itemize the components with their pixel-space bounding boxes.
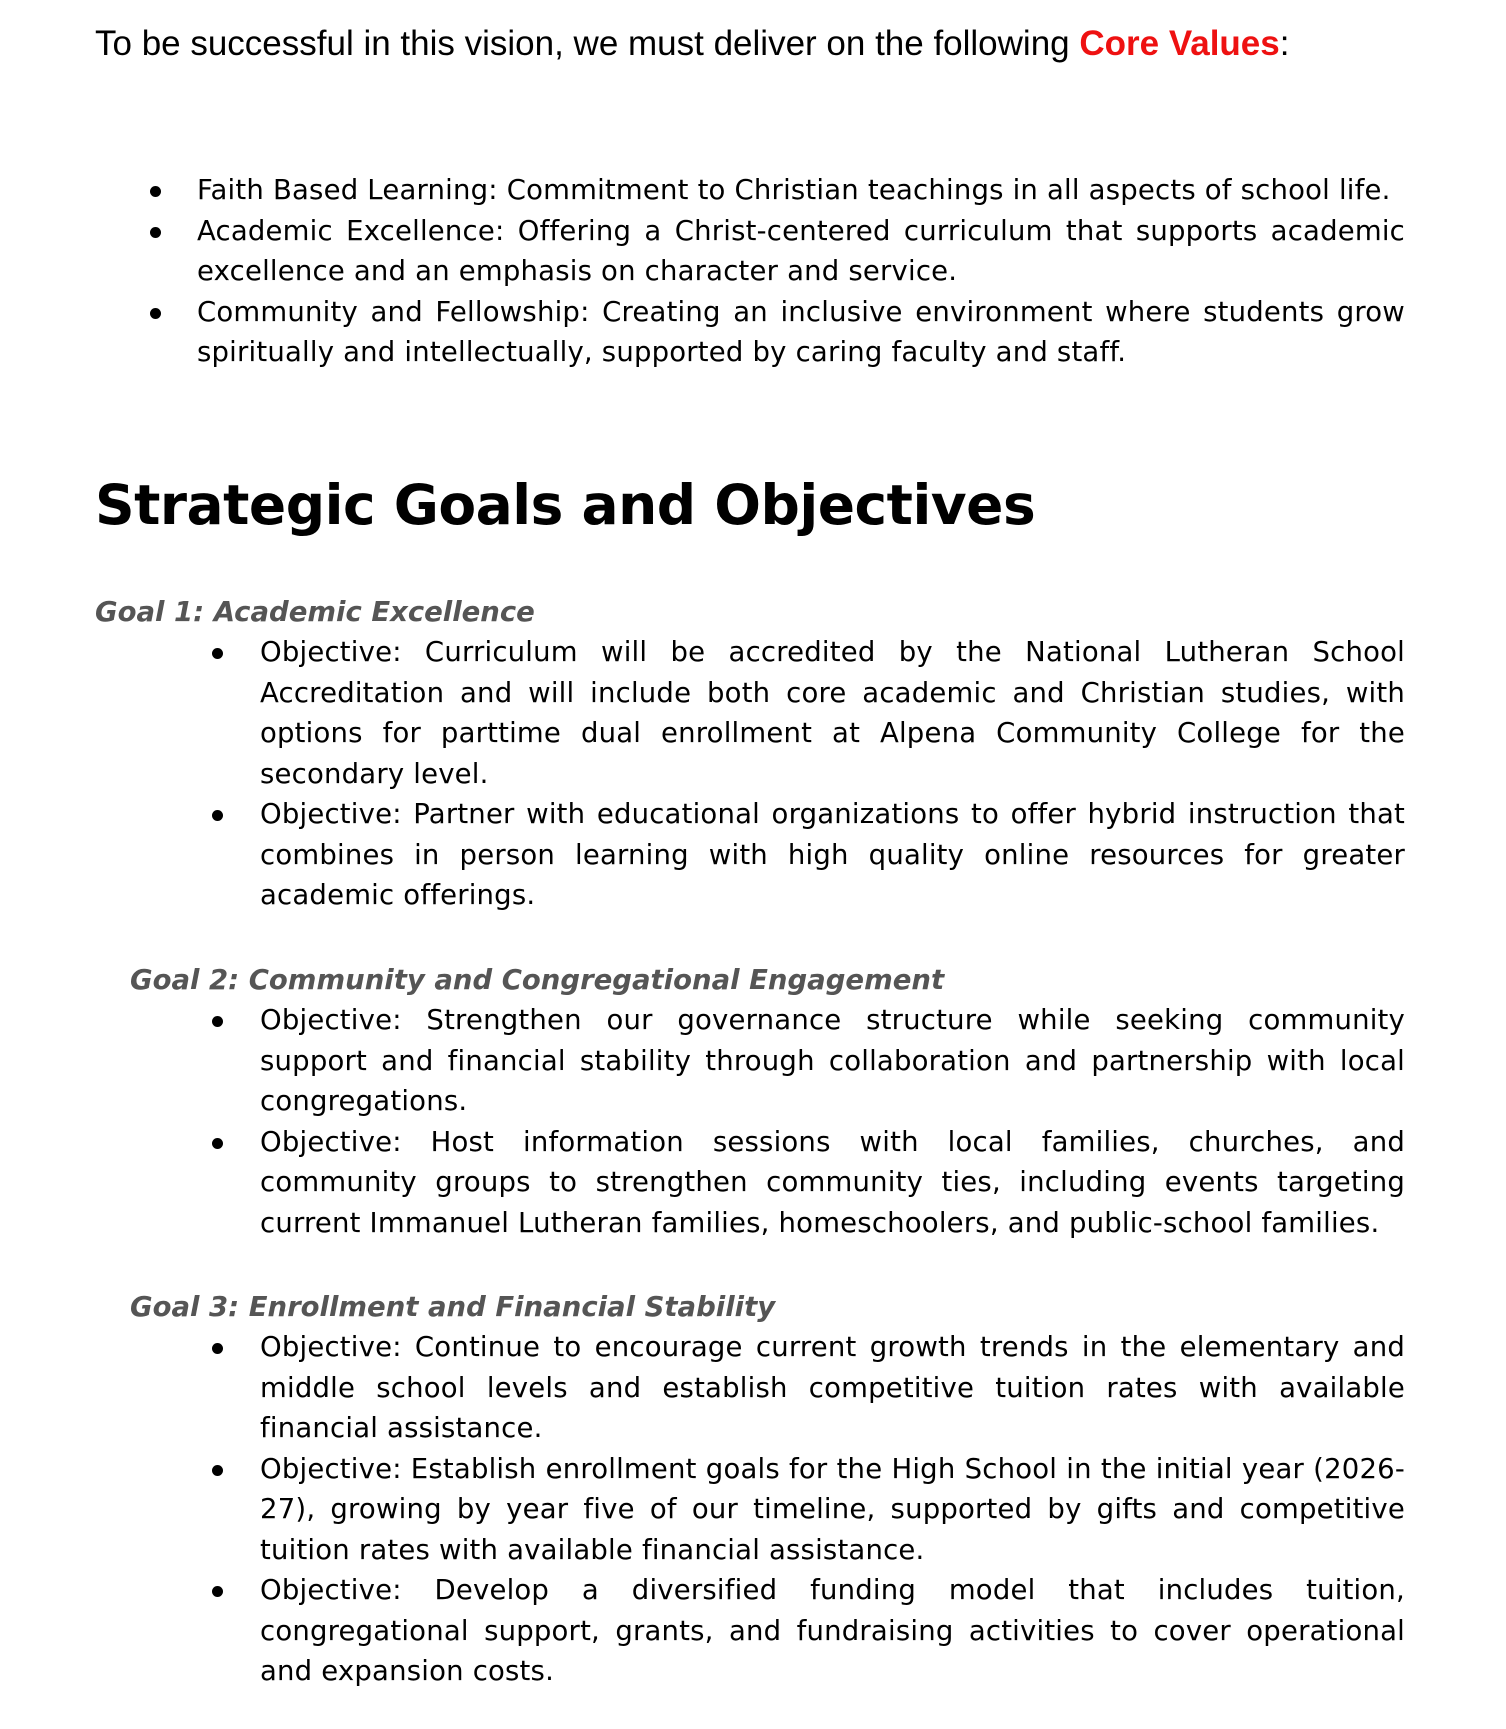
- bullet-icon: [150, 186, 161, 197]
- list-item: [260, 1327, 1405, 1449]
- list-item: [260, 1000, 1405, 1122]
- list-item-text: Objective: Establish enrollment goals for the High School in the initial year (2026-27), growing by year five of our timeline, supported by gifts and competitive tuition rates with available financial assistance.: [260, 1452, 1405, 1566]
- goal-2-objectives: [260, 1000, 1405, 1243]
- list-item-text: Objective: Curriculum will be accredited by the National Lutheran School Accreditation and will include both core academic and Christian studies, with options for parttime dual enrollment at Alpena Community College for the secondary level.: [260, 636, 1405, 790]
- list-item: [260, 1570, 1405, 1692]
- bullet-icon: [212, 1138, 223, 1149]
- list-item-text: Objective: Strengthen our governance structure while seeking community support and financial stability through collaboration and partnership with local congregations.: [260, 1004, 1405, 1117]
- list-item-text: Objective: Partner with educational organizations to offer hybrid instruction that combines in person learning with high quality online resources for greater academic offerings.: [260, 798, 1405, 911]
- bullet-icon: [212, 1343, 223, 1354]
- list-item: [260, 1449, 1405, 1571]
- goal-2-title: Goal 2: Community and Congregational Engagement: [130, 964, 945, 996]
- section-heading: Strategic Goals and Objectives: [95, 473, 1036, 537]
- bullet-icon: [150, 308, 161, 319]
- bullet-icon: [150, 227, 161, 238]
- bullet-icon: [212, 1586, 223, 1597]
- list-item: [197, 292, 1405, 373]
- list-item-text: Objective: Develop a diversified funding model that includes tuition, congregational support, grants, and fundraising activities to cover operational and expansion costs.: [260, 1574, 1405, 1687]
- goal-1-objectives: [260, 632, 1405, 916]
- bullet-icon: [212, 1465, 223, 1476]
- goal-1-title: Goal 1: Academic Excellence: [95, 596, 535, 628]
- intro-paragraph: [95, 20, 1415, 68]
- list-item-text: Objective: Continue to encourage current growth trends in the elementary and middle school levels and establish competitive tuition rates with available financial assistance.: [260, 1331, 1405, 1444]
- core-values-list: [197, 170, 1405, 373]
- bullet-icon: [212, 648, 223, 659]
- list-item: [197, 211, 1405, 292]
- list-item-text: Faith Based Learning: Commitment to Christian teachings in all aspects of school life.: [197, 174, 1391, 206]
- list-item: [260, 794, 1405, 916]
- list-item: [197, 170, 1405, 211]
- core-values-highlight: Core Values: [1079, 24, 1280, 63]
- goal-3-title: Goal 3: Enrollment and Financial Stability: [130, 1291, 776, 1323]
- list-item-text: Objective: Host information sessions with local families, churches, and community groups to strengthen community ties, including events targeting current Immanuel Lutheran families, homeschoolers, and public-school families.: [260, 1125, 1405, 1239]
- list-item-text: Community and Fellowship: Creating an inclusive environment where students grow spiritually and intellectually, supported by caring faculty and staff.: [197, 295, 1405, 368]
- intro-text: To be successful in this vision, we must deliver on the following: [95, 24, 1080, 63]
- list-item: [260, 1122, 1405, 1244]
- bullet-icon: [212, 1016, 223, 1027]
- goal-3-objectives: [260, 1327, 1405, 1692]
- list-item-text: Academic Excellence: Offering a Christ-centered curriculum that supports academic excellence and an emphasis on character and service.: [197, 214, 1405, 287]
- bullet-icon: [212, 810, 223, 821]
- intro-colon: :: [1279, 24, 1290, 63]
- list-item: [260, 632, 1405, 794]
